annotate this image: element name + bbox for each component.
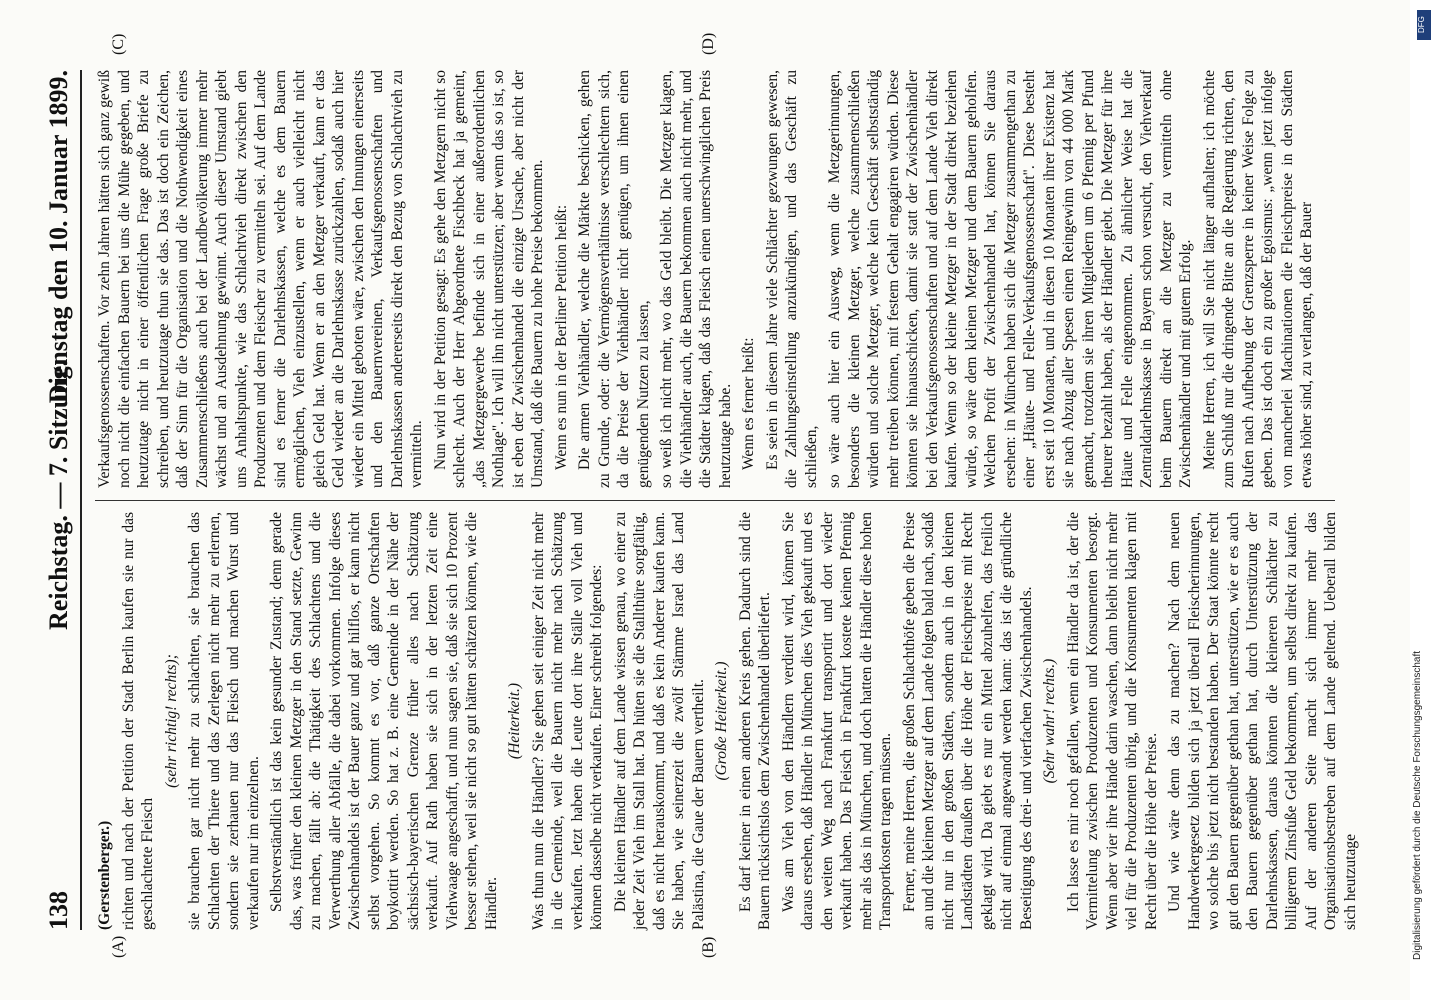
paragraph: Meine Herren, ich will Sie nicht länger aufhalten; ich möchte zum Schluß nur die dringende Bitte an die Regierung richten, den Rufen nach Aufhebung der Grenzsperre in keiner Weise Folge zu geben. Das ist doch ein zu großer Egoismus: „wenn jetzt infolge von mancherlei Machinationen die Fleischpreise in den Städten etwas höher sind, zu verlangen, daß der Bauer	[1200, 70, 1315, 488]
column-divider	[95, 500, 1335, 501]
paragraph: sie brauchen gar nicht mehr zu schlachten, sie brauchen das Schlachten der Thiere und das Zerlegen nicht mehr zu erlernen, sondern sie zerhauen nur das Fleisch und machen Wurst und verkaufen nur im einzelnen.	[186, 512, 262, 930]
page-number: 138	[44, 891, 73, 930]
paragraph: so weiß ich nicht mehr, wo das Geld bleibt. Die Metzger klagen, die Viehhändler auch, die Bauern bekommen auch nicht mehr, und die Städter klagen, daß das Fleisch einen unerschwinglichen Preis heutzutage habe.	[658, 70, 734, 488]
paragraph: Ferner, meine Herren, die großen Schlachthöfe geben die Preise an und die kleinen Metzger auf dem Lande folgen bald nach, sodaß nicht nur in den großen Städten, sondern auch in den kleinen Landstädten draußen über die Höhe der Fleischpreise mit Recht geklagt wird. Da giebt es nur ein Mittel abzuhelfen, das freilich nicht auf einmal angewandt werden kann: das ist die gründliche Beseitigung des drei- und vierfachen Zwischenhandels.	[900, 512, 1035, 930]
margin-marker-b: (B)	[700, 936, 717, 958]
paragraph: (Gerstenberger.)	[96, 820, 113, 930]
paragraph: Die kleinen Händler auf dem Lande wissen genau, wo einer zu jeder Zeit Vieh im Stall hat. Da hüten sie die Stallthüre sorgfältig, daß es nicht herauskommt, und daß es kein Anderer kaufen kann. Sie haben, wie seinerzeit die zwölf Stämme Israel das Land Palästina, die Gaue der Bauern vertheilt.	[611, 512, 707, 930]
digitization-credit: Digitalisierung gefördert durch die Deutsche Forschungsgemeinschaft	[1412, 650, 1423, 960]
paragraph: Es seien in diesem Jahre viele Schlächter gezwungen gewesen, die Zahlungseinstellung anzukündigen, und das Geschäft zu schließen,	[763, 70, 820, 488]
paragraph: Die armen Viehhändler, welche die Märkte beschicken, gehen zu Grunde, oder: die Vermögensverhältnisse verschlechtern sich, da die Preise der Viehhändler nicht genügen, um ihnen einen genügenden Nutzen zu lassen,	[576, 70, 652, 488]
paragraph: Ich lasse es mir noch gefallen, wenn ein Händler da ist, der die Vermittelung zwischen Produzenten und Konsumenten besorgt. Wenn aber vier ihre Hände darin waschen, dann bleibt nicht mehr viel für die Produzenten übrig, und die Konsumenten klagen mit Recht über die Höhe der Preise.	[1064, 512, 1160, 930]
paragraph: richten und nach der Petition der Stadt Berlin kaufen sie nur das geschlachtete Fleisch	[119, 512, 156, 930]
page-date: Dienstag den 10. Januar 1899.	[44, 70, 73, 404]
paragraph: Und wie wäre denn das zu machen? Nach dem neuen Handwerkergesetz bilden sich ja jetzt überall Fleischerinnungen, wo solche bis jetzt nicht bestanden haben. Der Staat könnte recht gut den Bauern gegenüber gethan hat, unterstützen, wie er es auch den Bauern gegenüber gethan hat, durch Unterstützung der Darlehnskassen, daraus könnten die kleineren Schlächter zu billigerem Zinsfuße Geld bekommen, um selbst direkt zu kaufen. Auf der anderen Seite macht sich immer mehr das Organisationsbestreben auf dem Lande geltend. Ueberall bilden sich heutzutage	[1166, 512, 1359, 930]
paragraph: (sehr richtig! rechts);	[162, 654, 180, 788]
paragraph: Nun wird in der Petition gesagt: Es gehe den Metzgern nicht so schlecht. Auch der Herr Abgeordnete Fischbeck hat ja gemeint, „das Metzgergewerbe befinde sich in einer außerordentlichen Nothlage". Ich will ihn nicht unterstützen; aber wenn das so ist, so ist eben der Zwischenhandel die einzige Ursache, aber nicht der Umstand, daß die Bauern zu hohe Preise bekommen.	[431, 70, 546, 488]
dfg-logo: DFG	[1417, 10, 1431, 40]
paragraph: so wäre auch hier ein Ausweg, wenn die Metzgerinnungen, besonders die kleinen Metzger, welche zusammenschließen würden und solche Metzger, welche kein Geschäft selbstständig mehr treiben können, mit festem Gehalt engagiren würden. Diese könnten sie hinausschicken, damit sie statt der Zwischenhändler bei den Verkaufsgenossenschaften und auf dem Lande Vieh direkt kaufen. Wenn so der kleine Metzger in der Stadt direkt beziehen würde, so wäre dem kleinen Metzger und dem Bauern geholfen. Welchen Profit der Zwischenhandel hat, können Sie daraus ersehen: in München haben sich die Metzger zusammengethan zu einer „Häute- und Felle-Verkaufsgenossenschaft". Diese besteht erst seit 10 Monaten, und in diesen 10 Monaten ihrer Existenz hat sie nach Abzug aller Spesen einen Reingewinn von 44 000 Mark gemacht, trotzdem sie ihren Mitgliedern um 6 Pfennig per Pfund theurer bezahlt haben, als der Händler giebt. Die Metzger für ihre Häute und Felle eingenommen. Zu ähnlicher Weise hat die Zentraldarlehnskasse in Bayern schon versucht, den Viehverkauf beim Bauern direkt an die Metzger zu vermitteln ohne Zwischenhändler und mit gutem Erfolg.	[826, 70, 1194, 488]
right-text-column	[95, 70, 1335, 488]
paragraph: Wenn es ferner heißt:	[740, 337, 757, 470]
paragraph: Wenn es nun in der Berliner Petition heißt:	[552, 204, 570, 470]
left-text-column	[95, 512, 1359, 930]
margin-marker-d: (D)	[700, 32, 717, 55]
digitization-sidebar	[1410, 0, 1434, 1000]
paragraph: (Sehr wahr! rechts.)	[1041, 658, 1058, 784]
paragraph: Selbstverständlich ist das kein gesunder Zustand; denn gerade das, was früher den kleinen Metzger in den Stand setzte, Gewinn zu machen, fällt ab: die Thätigkeit des Schlachtens und die Verwerthung aller Abfälle, die dabei vorkommen. Infolge dieses Zwischenhandels ist der Bauer ganz und gar hilflos, er kann nicht selbst vorgehen. So kommt es vor, daß ganze Ortschaften boykottirt werden. So hat z. B. eine Gemeinde in der Nähe der sächsisch-bayerischen Grenze früher alles nach Schätzung verkauft. Auf Rath haben sie sich in der letzten Zeit eine Viehwaage angeschafft, und nun sagen sie, daß sie sich 10 Prozent besser stehen, weil sie nicht so gut hätten schätzen können, wie die Händler.	[268, 512, 500, 930]
page-title: Reichstag. — 7. Sitzung.	[44, 359, 73, 630]
page-header	[40, 70, 82, 930]
margin-marker-a: (A)	[110, 935, 127, 958]
paragraph: Verkaufsgenossenschaften. Vor zehn Jahren hätten sich ganz gewiß noch nicht die einfachen Bauern bei uns die Mühe gegeben, und heutzutage nicht in einer öffentlichen Frage große Briefe zu schreiben, und heutzutage thun sie das. Das ist doch ein Zeichen, daß der Sinn für die Organisation und die Nothwendigkeit eines Zusammenschließens auch bei der Landbevölkerung immer mehr wächst und an Ausdehnung gewinnt. Auch dieser Umstand giebt uns Anhaltspunkte, wie das Schlachtvieh direkt zwischen den Produzenten und dem Fleischer zu vermitteln sei. Auf dem Lande sind es ferner die Darlehnskassen, welche es dem Bauern ermöglichen, Vieh einzustellen, wenn er auch vielleicht nicht gleich Geld hat. Wenn er an den Metzger verkauft, kann er das Geld wieder an die Darlehnskasse zurückzahlen, sodaß auch hier wieder ein Mittel geboten wäre, zwischen den Innungen einerseits und den Bauernvereinen, Verkaufsgenossenschaften und Darlehnskassen andererseits direkt den Bezug von Schlachtvieh zu vermitteln.	[96, 70, 425, 488]
paragraph: Was am Vieh von den Händlern verdient wird, können Sie daraus ersehen, daß Händler in München dies Vieh gekauft und es den weiten Weg nach Frankfurt transportirt und dort wieder verkauft haben. Das Fleisch in Frankfurt kostete keinen Pfennig mehr als das in München, und doch hatten die Händler diese hohen Transportkosten tragen müssen.	[779, 512, 894, 930]
paragraph: (Große Heiterkeit.)	[713, 661, 730, 781]
paragraph: (Heiterkeit.)	[506, 682, 523, 760]
paragraph: Was thun nun die Händler? Sie gehen seit einiger Zeit nicht mehr in die Gemeinde, weil die Bauern nicht mehr nach Schätzung verkaufen. Jetzt haben die Leute dort ihre Ställe voll Vieh und können dasselbe nicht verkaufen. Einer schreibt folgendes:	[529, 512, 605, 930]
paragraph: Es darf keiner in einen anderen Kreis gehen. Dadurch sind die Bauern rücksichtslos dem Zwischenhandel überliefert.	[736, 512, 773, 930]
margin-marker-c: (C)	[110, 33, 127, 55]
